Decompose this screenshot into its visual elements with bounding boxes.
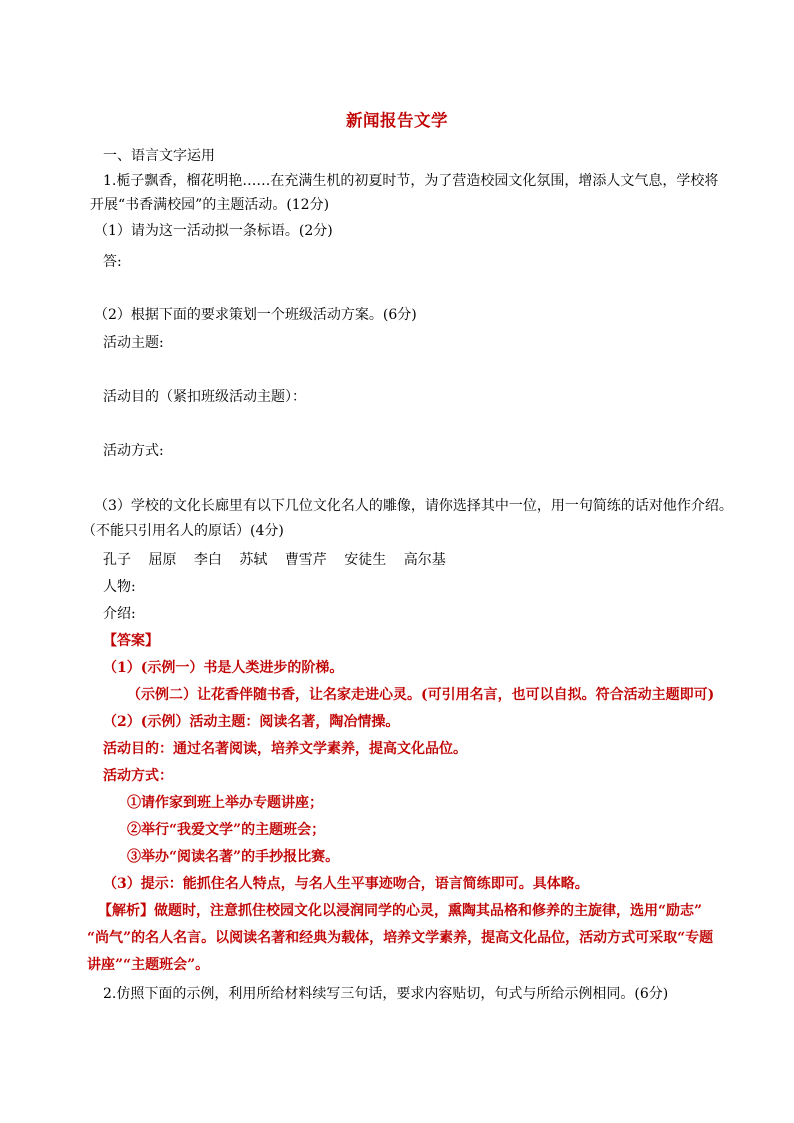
page-title: 新闻报告文学: [346, 111, 448, 130]
section-heading: 一、语言文字运用: [103, 148, 215, 164]
answer-2-method-item-1: ①请作家到班上举办专题讲座；: [127, 795, 323, 811]
analysis-label: 【解析】: [98, 903, 154, 919]
activity-purpose-label: 活动目的（紧扣班级活动主题）：: [103, 389, 306, 405]
analysis-line-2: “尚气”的名人名言。以阅读名著和经典为载体，培养文学素养，提高文化品位，活动方式可采取“专题: [87, 930, 714, 946]
celebrity-name: 安徒生: [344, 552, 387, 568]
answer-header: 【答案】: [103, 633, 159, 649]
celebrity-name: 高尔基: [403, 552, 446, 568]
celebrity-name: 孔子: [103, 552, 131, 568]
question-1-intro-line-1: 1.栀子飘香，榴花明艳……在充满生机的初夏时节，为了营造校园文化氛围，增添人文气息，学校将: [103, 173, 719, 189]
activity-theme-label: 活动主题:: [103, 335, 164, 351]
question-1-sub-3-line-2: （不能只引用名人的原话）(4分): [82, 523, 284, 539]
activity-method-label: 活动方式:: [103, 443, 164, 459]
answer-2-method-item-3: ③举办“阅读名著”的手抄报比赛。: [127, 849, 340, 865]
introduction-label: 介绍:: [103, 606, 136, 622]
person-label: 人物:: [103, 579, 136, 595]
answer-2-method-item-2: ②举行“我爱文学”的主题班会；: [127, 822, 326, 838]
question-1-sub-2: （2）根据下面的要求策划一个班级活动方案。(6分): [94, 307, 417, 323]
analysis-line-3: 讲座”“主题班会”。: [87, 957, 210, 973]
analysis-line-1: [98, 901, 702, 921]
answer-3-hint: （3）提示：能抓住名人特点，与名人生平事迹吻合，语言简练即可。具体略。: [103, 876, 589, 892]
question-1-intro-line-2: 开展“书香满校园”的主题活动。(12分): [90, 197, 330, 213]
answer-1-example-2: （示例二）让花香伴随书香，让名家走进心灵。(可引用名言，也可以自拟。符合活动主题即可): [127, 687, 715, 703]
answer-1-example-1: （1）(示例一）书是人类进步的阶梯。: [103, 660, 344, 676]
question-1-sub-3-line-1: （3）学校的文化长廊里有以下几位文化名人的雕像，请你选择其中一位，用一句简练的话对他作介绍。: [94, 498, 733, 514]
answer-prompt-label: 答:: [103, 254, 122, 270]
celebrity-name: 苏轼: [239, 552, 268, 568]
question-2-text: 2.仿照下面的示例，利用所给材料续写三句话，要求内容贴切，句式与所给示例相同。(6分): [103, 986, 669, 1002]
answer-2-theme: （2）(示例）活动主题：阅读名著，陶冶情操。: [103, 714, 400, 730]
celebrity-name: 李白: [193, 552, 222, 568]
analysis-text-1: 做题时，注意抓住校园文化以浸润同学的心灵，熏陶其品格和修养的主旋律，选用“励志”: [154, 903, 703, 919]
answer-2-method: 活动方式：: [103, 768, 173, 784]
celebrity-name: 屈原: [148, 552, 177, 568]
celebrity-name: 曹雪芹: [284, 552, 327, 568]
question-1-sub-1: （1）请为这一活动拟一条标语。(2分): [94, 223, 333, 239]
celebrity-names-list: [103, 550, 459, 570]
answer-2-purpose: 活动目的：通过名著阅读，培养文学素养，提高文化品位。: [103, 741, 467, 757]
